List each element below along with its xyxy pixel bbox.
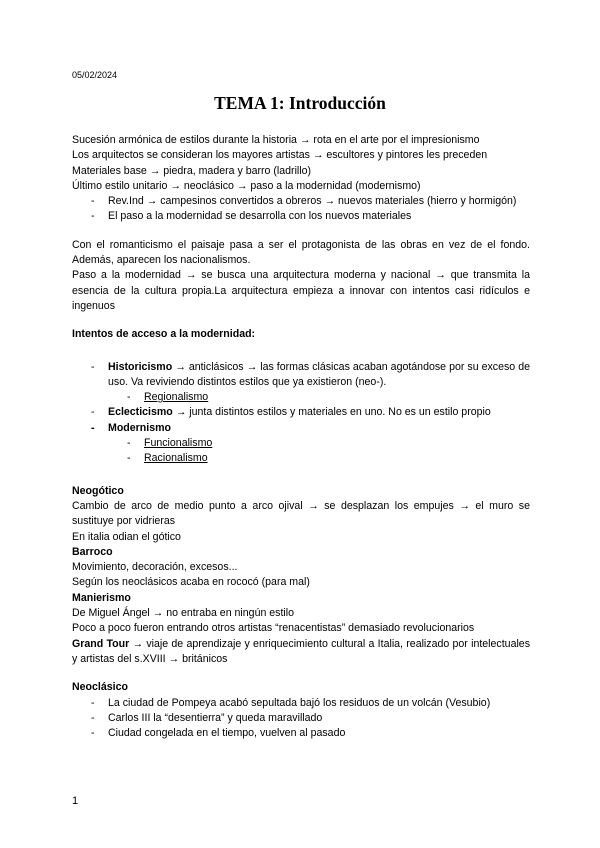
document-body xyxy=(72,133,530,741)
section-heading: Intentos de acceso a la modernidad: xyxy=(72,328,256,341)
text-line: Movimiento, decoración, excesos... xyxy=(72,561,238,574)
term-text: → viaje de aprendizaje y enriquecimiento cultural a Italia, realizado por intelectuales y artistas del s.XVIII → británicos xyxy=(72,637,530,665)
intro-line: Sucesión armónica de estilos durante la historia → rota en el arte por el impresionismo xyxy=(72,134,480,146)
term-text: → anticlásicos → las formas clásicas acaban agotándose por su exceso de uso. Va reviviendo distintos estilos que ya existieron (neo-). xyxy=(108,360,530,388)
list-item: - El paso a la modernidad se desarrolla con los nuevos materiales xyxy=(72,209,530,224)
list-item xyxy=(72,405,530,420)
section-heading: Manierismo xyxy=(72,591,131,604)
text-line: Poco a poco fueron entrando otros artistas “renacentistas” demasiado revolucionarios xyxy=(72,622,475,635)
text-line: De Miguel Ángel → no entraba en ningún estilo xyxy=(72,607,295,620)
sub-list-item: - Funcionalismo xyxy=(72,436,530,451)
intro-line: Los arquitectos se consideran los mayores artistas → escultores y pintores les preceden xyxy=(72,149,488,162)
list-item xyxy=(72,360,530,391)
paragraph: Con el romanticismo el paisaje pasa a ser el protagonista de las obras en vez de el fondo. Además, aparecen los nacionalismos. xyxy=(72,238,530,267)
text-line: Cambio de arco de medio punto a arco ojival → se desplazan los empujes → el muro se sustituye por vidrieras xyxy=(72,499,530,528)
intro-line: Materiales base → piedra, madera y barro (ladrillo) xyxy=(72,164,312,177)
section-heading: Barroco xyxy=(72,545,113,558)
intro-line: Último estilo unitario → neoclásico → paso a la modernidad (modernismo) xyxy=(72,179,421,192)
list-item: - La ciudad de Pompeya acabó sepultada bajó los residuos de un volcán (Vesubio) xyxy=(72,696,530,711)
term-label: Historicismo xyxy=(108,360,173,373)
term-label: Eclecticismo xyxy=(108,406,173,419)
page-number: 1 xyxy=(72,795,79,807)
sub-list-item: - Racionalismo xyxy=(72,451,530,466)
list-item: - Rev.Ind → campesinos convertidos a obreros → nuevos materiales (hierro y hormigón) xyxy=(72,194,530,209)
list-item: - Carlos III la “desentierra” y queda maravillado xyxy=(72,711,530,726)
text-line: En italia odian el gótico xyxy=(72,530,181,543)
paragraph: Paso a la modernidad → se busca una arquitectura moderna y nacional → que transmita la esencia de la cultura propia.La arquitectura empieza a innovar con intentos casi ridículos e ingenuos xyxy=(72,269,530,312)
list-item: - Modernismo xyxy=(72,421,530,436)
section-heading: Neoclásico xyxy=(72,681,128,694)
text-line: Según los neoclásicos acaba en rococó (para mal) xyxy=(72,576,310,589)
sub-list-item: - Regionalismo xyxy=(72,390,530,405)
date: 05/02/2024 xyxy=(72,70,118,80)
term-label: Grand Tour xyxy=(72,637,130,650)
page-title: TEMA 1: Introducción xyxy=(214,93,386,113)
list-item: - Ciudad congelada en el tiempo, vuelven al pasado xyxy=(72,726,530,741)
term-text: → junta distintos estilos y materiales en uno. No es un estilo propio xyxy=(172,406,491,419)
section-heading: Neogótico xyxy=(72,484,124,497)
text-line xyxy=(72,637,530,668)
